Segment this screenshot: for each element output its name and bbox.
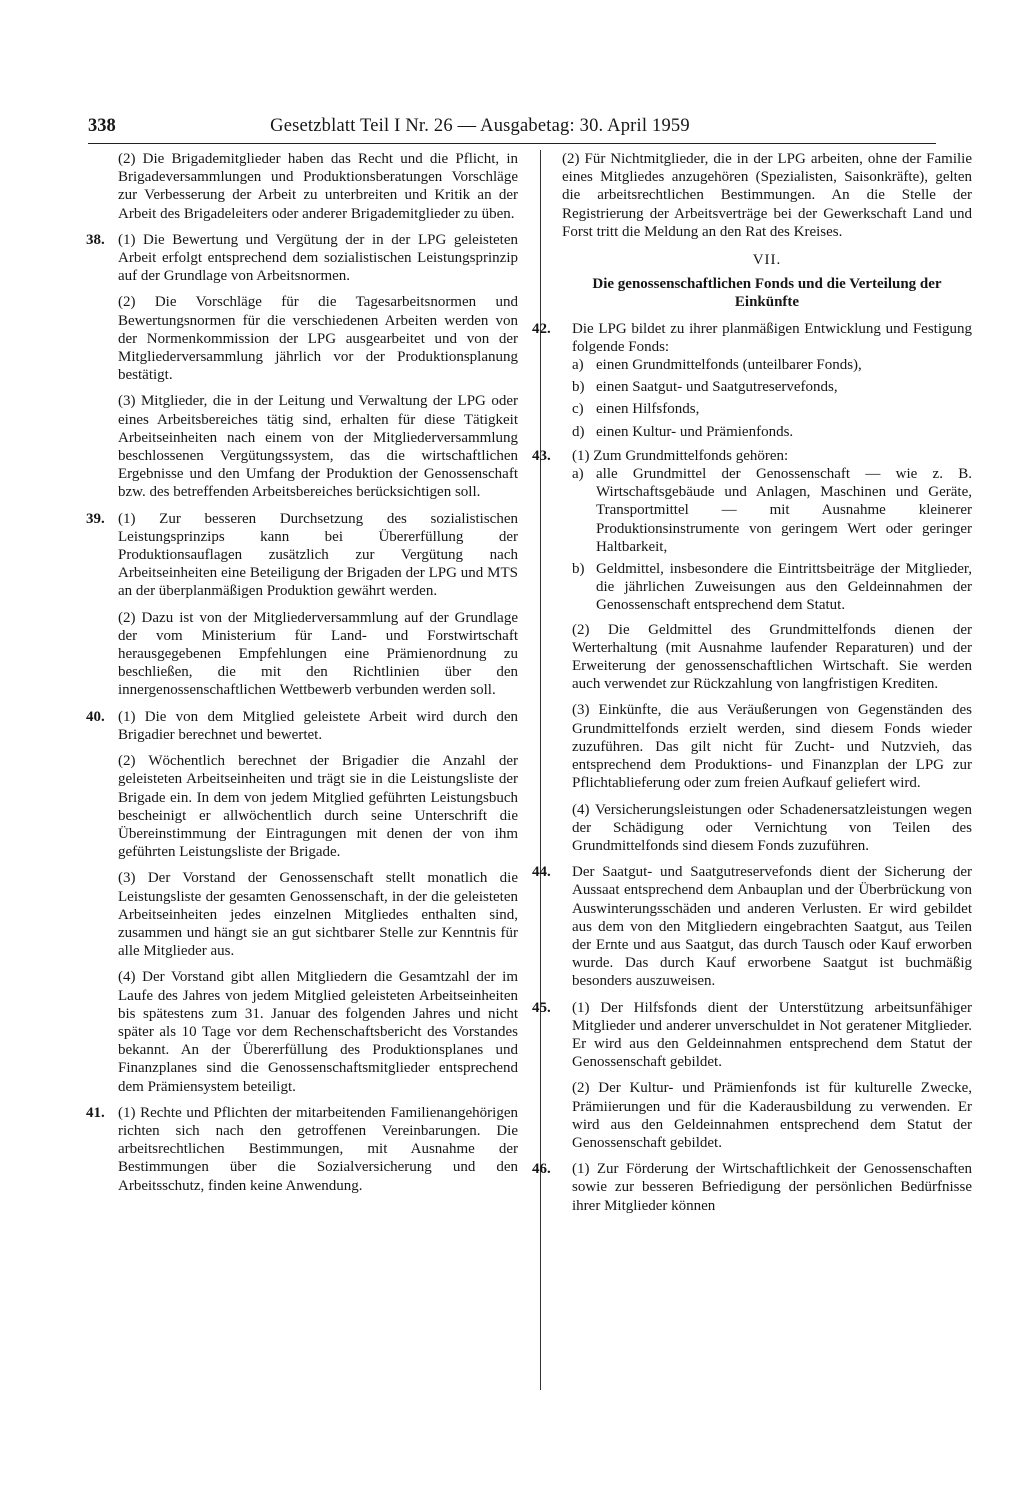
paragraph: (4) Der Vorstand gibt allen Mitgliedern die Gesamtzahl der im Laufe des Jahres von jedem Mitglied geleisteten Arbeitseinheiten bis spätestens zum 31. Januar des folgenden Jahres und nicht später als 10 Tage vor dem Rechenschaftsbericht des Vorstandes bekannt. An der Übererfüllung des Produktionsplanes und Finanzplanes sind die Genossenschaftsmitglieder entsprechend dem Prämiensystem beteiligt. [118,969,518,1095]
paragraph: (1) Zur besseren Durchsetzung des sozialistischen Leistungsprinzips kann bei Übererfüllung der Produktionsauflagen zusätzlich zur Vergütung nach Arbeitseinheiten eine Beteiligung der Brigaden der LPG und MTS an der überplanmäßigen Produktion gewährt werden. [118,510,518,600]
chapter-title: Die genossenschaftlichen Fonds und die Verteilung der Einkünfte [592,276,942,311]
paragraph: (3) Der Vorstand der Genossenschaft stellt monatlich die Leistungsliste der gesamten Genossenschaft, in der die geleisteten Arbeitseinheiten jedes einzelnen Mitgliedes enthalten sind, zusammen und hängt sie an gut sichtbarer Stelle zur Kenntnis für alle Mitglieder aus. [118,870,518,960]
paragraph: (3) Einkünfte, die aus Veräußerungen von Gegenständen des Grundmittelfonds erzielt werden, sind diesem Fonds wieder zuzuführen. Das gilt nicht für Zucht- und Nutzvieh, das entsprechend dem Produktions- und Finanzplan der LPG zur Pflichtablieferung oder zum freien Aufkauf geliefert wird. [572,702,972,792]
paragraph: (1) Zum Grundmittelfonds gehören: [572,447,789,464]
paragraph: Der Saatgut- und Saatgutreservefonds dient der Sicherung der Aussaat entsprechend dem Anbauplan und der Überbrückung von Auswinterungsschäden und anderen Verlusten. Er wird gebildet aus dem von den Mitgliedern eingebrachten Saatgut, aus Teilen der Ernte und aus Saatgut, das durch Tausch oder Kauf erworben wurde. Das durch Kauf erworbene Saatgut ist buchmäßig besonders auszuweisen. [572,864,972,990]
section-number: 40. [86,708,105,725]
left-column [86,150,518,1203]
page-header [88,116,936,142]
paragraph: (2) Wöchentlich berechnet der Brigadier die Anzahl der geleisteten Arbeitseinheiten und trägt sie in die Leistungsliste der Brigade ein. In dem von jedem Mitglied geführten Leistungsbuch bescheinigt er allwöchentlich durch seine Unterschrift die Übereinstimmung der Eintragungen mit denen der von ihm geführten Leistungsliste der Brigade. [118,753,518,861]
list-text: Geldmittel, insbesondere die Eintrittsbeiträge der Mitglieder, die jährlichen Zuweisungen aus den Geldeinnahmen der Genossenschaft entsprechend dem Statut. [596,561,972,614]
paragraph: (1) Die Bewertung und Vergütung der in der LPG geleisteten Arbeit erfolgt entsprechend dem sozialistischen Leistungsprinzip auf der Grundlage von Arbeitsnormen. [118,231,518,285]
section-number: 41. [86,1104,105,1121]
list-item [572,356,972,374]
paragraph: (1) Der Hilfsfonds dient der Unterstützung arbeitsunfähiger Mitglieder und anderer unverschuldet in Not geratener Mitglieder. Er wird aus den Geldeinnahmen entsprechend dem Statut der Genossenschaft gebildet. [572,999,972,1071]
list-label: a) [572,357,584,374]
list-item [572,560,972,615]
section-number: 45. [532,999,551,1016]
grundmittel-list [572,465,972,615]
list-item [572,423,972,441]
section-38 [86,231,518,502]
section-43 [532,447,972,855]
paragraph: (2) Die Vorschläge für die Tagesarbeitsnormen und Bewertungsnormen für die verschiedenen Arbeiten werden von der Normenkommission der LPG ausgearbeitet und von der Mitgliederversammlung jährlich vor der Produktionsplanung bestätigt. [118,294,518,384]
section-number: 46. [532,1161,551,1178]
paragraph-37-2: (2) Die Brigademitglieder haben das Recht und die Pflicht, in Brigadeversammlungen und Produktionsberatungen Vorschläge zur Verbesserung der Arbeit zu unterbreiten und Kritik an der Arbeit des Brigadeleiters oder anderer Brigademitglieder zu üben. [118,151,518,222]
list-label: a) [572,466,584,483]
section-41 [86,1104,518,1195]
list-text: einen Hilfsfonds, [596,401,700,418]
chapter-number: VII. [752,252,782,269]
paragraph: (2) Die Geldmittel des Grundmittelfonds dienen der Werterhaltung (mit Ausnahme laufender Reparaturen) und der Erweiterung der genossenschaftlichen Wirtschaft. Sie werden auch verwendet zur Rückzahlung von langfristigen Krediten. [572,621,972,693]
list-text: einen Kultur- und Prämienfonds. [596,423,794,440]
list-item [572,378,972,396]
gazette-title: Gesetzblatt Teil I Nr. 26 — Ausgabetag: 30. April 1959 [270,116,690,136]
list-item [572,465,972,556]
list-label: b) [572,561,585,578]
list-text: einen Grundmittelfonds (unteilbarer Fonds), [596,357,862,374]
paragraph: (1) Die von dem Mitglied geleistete Arbeit wird durch den Brigadier berechnet und bewertet. [118,708,518,743]
section-46 [532,1160,972,1215]
section-number: 43. [532,447,551,464]
paragraph: (1) Zur Förderung der Wirtschaftlichkeit der Genossenschaften sowie zur besseren Befriedigung der persönlichen Bedürfnisse ihrer Mitglieder können [572,1161,972,1214]
paragraph-41-2: (2) Für Nichtmitglieder, die in der LPG arbeiten, ohne der Familie eines Mitgliedes anzugehören (Spezialisten, Saisonkräfte), gelten die arbeitsrechtlichen Bestimmungen. An die Stelle der Registrierung der Arbeitsverträge bei der Gewerkschaft Land und Forst tritt die Meldung an den Rat des Kreises. [562,151,972,240]
list-text: alle Grundmittel der Genossenschaft — wie z. B. Wirtschaftsgebäude und Anlagen, Maschinen und Geräte, Transportmittel — mit Ausnahme kleinerer Produktionsinstrumente von geringem Wert oder geringer Haltbarkeit, [596,466,972,555]
section-45 [532,999,972,1153]
list-label: c) [572,401,584,418]
paragraph: (2) Dazu ist von der Mitgliederversammlung auf der Grundlage der vom Ministerium für Land- und Forstwirtschaft herausgegebenen Empfehlungen eine Prämienordnung zu beschließen, die mit den Richtlinien über den innergenossenschaftlichen Wettbewerb verbunden werden soll. [118,609,518,699]
right-column [532,150,972,1223]
paragraph: Die LPG bildet zu ihrer planmäßigen Entwicklung und Festigung folgende Fonds: [572,320,972,355]
paragraph: (4) Versicherungsleistungen oder Schadenersatzleistungen wegen der Schädigung oder Vernichtung von Teilen des Grundmittelfonds sind diesem Fonds zuzuführen. [572,801,972,854]
section-number: 42. [532,320,551,337]
list-label: d) [572,423,585,440]
paragraph: (3) Mitglieder, die in der Leitung und Verwaltung der LPG oder eines Arbeitsbereiches tätig sind, erhalten für diese Tätigkeit Arbeitseinheiten nach einem von der Mitgliederversammlung beschlossenen Vergütungssystem, das die wirtschaftlichen Ergebnisse und den Umfang der Produktion der Genossenschaft bzw. des betreffenden Arbeitsbereiches berücksichtigen soll. [118,393,518,501]
section-44 [532,863,972,990]
section-42 [532,320,972,441]
page-number: 338 [88,116,116,136]
list-text: einen Saatgut- und Saatgutreservefonds, [596,379,838,396]
section-number: 39. [86,510,105,527]
list-item [572,400,972,418]
section-40 [86,708,518,1096]
header-rule [88,143,936,144]
fund-list [572,356,972,441]
section-number: 44. [532,864,551,881]
paragraph: (2) Der Kultur- und Prämienfonds ist für kulturelle Zwecke, Prämiierungen und für die Kaderausbildung zu verwenden. Er wird aus den Geldeinnahmen entsprechend dem Statut der Genossenschaft gebildet. [572,1080,972,1151]
section-39 [86,510,518,700]
section-number: 38. [86,231,105,248]
paragraph: (1) Rechte und Pflichten der mitarbeitenden Familienangehörigen richten sich nach den getroffenen Vereinbarungen. Die arbeitsrechtlichen Bestimmungen, mit Ausnahme der Bestimmungen über die Sozialversicherung und den Arbeitsschutz, finden keine Anwendung. [118,1104,518,1194]
list-label: b) [572,379,585,396]
